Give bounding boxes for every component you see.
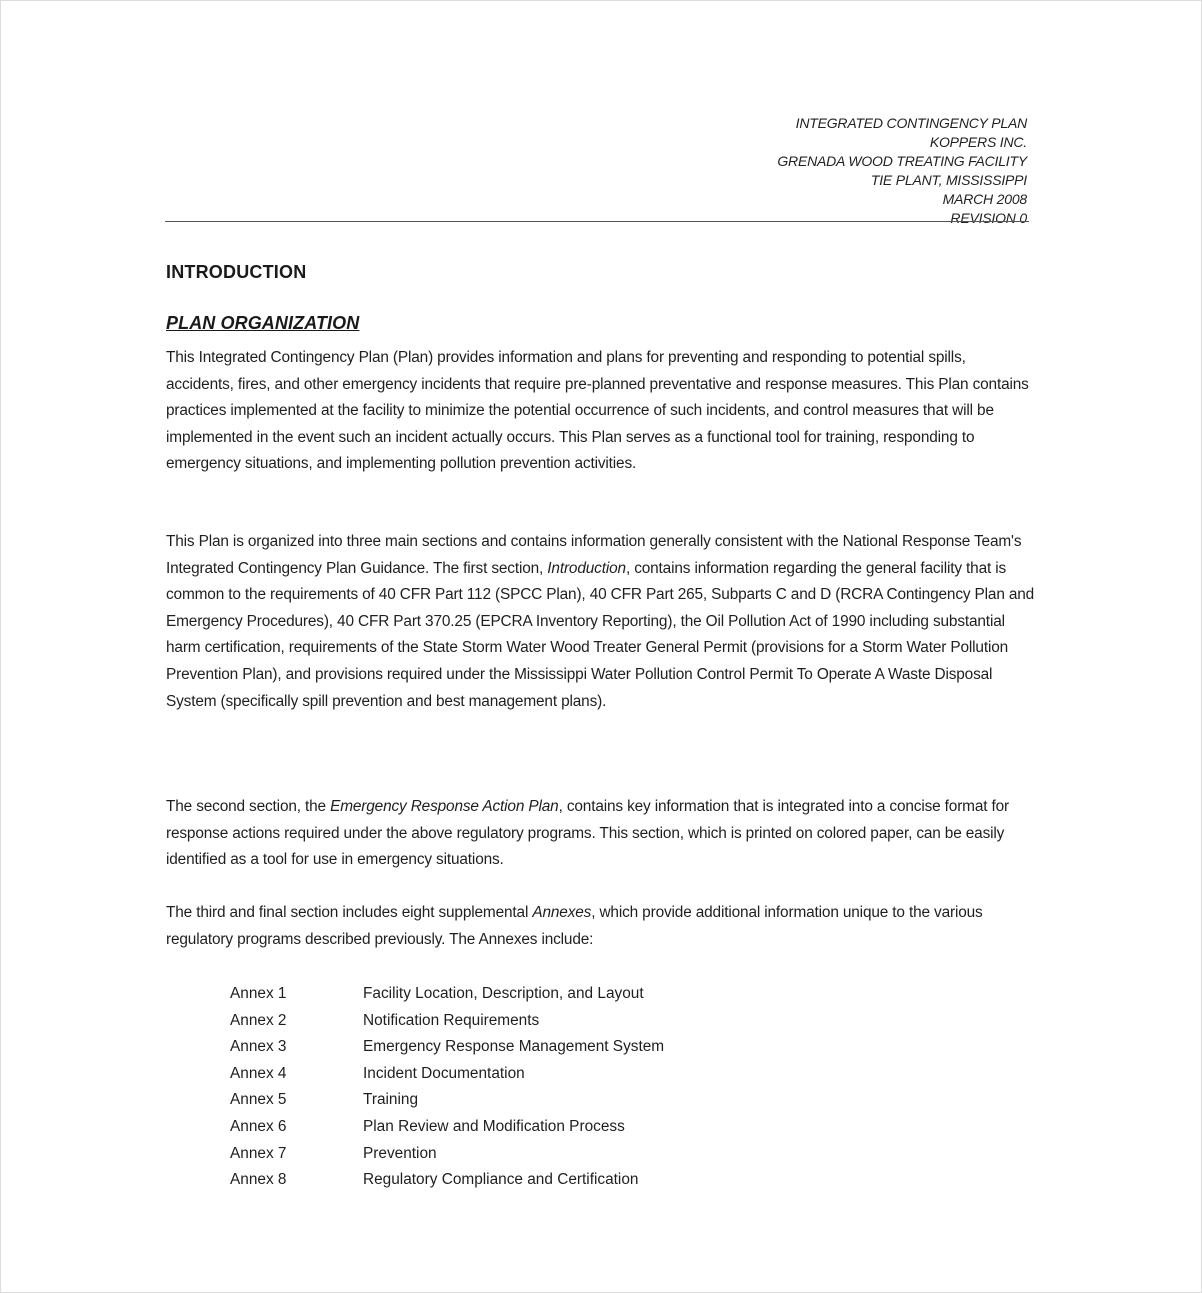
header-divider (165, 221, 1029, 222)
annex-number: Annex 2 (230, 1011, 287, 1029)
paragraph-emphasis: Introduction (547, 559, 626, 577)
annex-number: Annex 5 (230, 1091, 287, 1109)
annex-list (230, 981, 664, 1194)
annex-title: Plan Review and Modification Process (363, 1117, 625, 1135)
paragraph-text: , which provide additional information unique to the various regulatory programs described previously. The Annexes include: (166, 904, 983, 948)
header-line-facility: GRENADA WOOD TREATING FACILITY (777, 153, 1027, 169)
list-item (230, 1061, 664, 1088)
annex-title: Facility Location, Description, and Layout (363, 985, 644, 1002)
annex-title: Regulatory Compliance and Certification (363, 1171, 639, 1189)
paragraph-emphasis: Emergency Response Action Plan (330, 798, 559, 815)
annex-title: Emergency Response Management System (363, 1038, 665, 1056)
annex-title: Incident Documentation (363, 1064, 525, 1082)
annex-number: Annex 3 (230, 1038, 287, 1056)
list-item (230, 981, 664, 1008)
annex-title: Notification Requirements (363, 1011, 540, 1029)
annex-number: Annex 8 (230, 1171, 287, 1189)
list-item (230, 1087, 664, 1114)
paragraph-emphasis: Annexes (532, 904, 592, 921)
annex-number: Annex 6 (230, 1117, 287, 1135)
list-item (230, 1167, 664, 1194)
paragraph-second-section (166, 794, 1036, 874)
running-header (777, 114, 1027, 228)
annex-title: Training (363, 1091, 419, 1109)
list-item (230, 1141, 664, 1168)
header-line-location: TIE PLANT, MISSISSIPPI (870, 172, 1027, 188)
section-title: INTRODUCTION (166, 262, 307, 282)
annex-number: Annex 7 (230, 1144, 287, 1162)
annex-number: Annex 1 (230, 985, 287, 1002)
header-line-date: MARCH 2008 (942, 191, 1027, 207)
list-item (230, 1008, 664, 1035)
list-item (230, 1034, 664, 1061)
header-line-plan: INTEGRATED CONTINGENCY PLAN (795, 115, 1027, 131)
paragraph-third-section (166, 900, 1036, 953)
paragraph-text: , contains key information that is integrated into a concise format for response actions required under the above regulatory programs. This section, which is printed on colored paper, can be easily identified as a tool for use in emergency situations. (166, 798, 1010, 869)
annex-title: Prevention (363, 1144, 437, 1162)
paragraph-text: This Plan is organized into three main sections and contains information generally consistent with the National Response Team's Integrated Contingency Plan Guidance. The first section, (166, 533, 1022, 577)
annex-number: Annex 4 (230, 1064, 287, 1082)
paragraph-text: The second section, the (166, 798, 331, 815)
list-item (230, 1114, 664, 1141)
paragraph-plan-purpose: This Integrated Contingency Plan (Plan) provides information and plans for preventing and responding to potential spills, accidents, fires, and other emergency incidents that require pre-planned preventative and response measures. This Plan contains practices implemented at the facility to minimize the potential occurrence of such incidents, and control measures that will be implemented in the event such an incident actually occurs. This Plan serves as a functional tool for training, responding to emergency situations, and implementing pollution prevention activities. (166, 349, 1029, 473)
header-line-revision: REVISION 0 (950, 210, 1027, 226)
paragraph-plan-sections (166, 529, 1036, 715)
subsection-title: PLAN ORGANIZATION (166, 313, 360, 333)
header-line-company: KOPPERS INC. (929, 134, 1027, 150)
paragraph-text: , contains information regarding the general facility that is common to the requirements of 40 CFR Part 112 (SPCC Plan), 40 CFR Part 265, Subparts C and D (RCRA Contingency Plan and Emergency Procedures), 40 CFR Part 370.25 (EPCRA Inventory Reporting), the Oil Pollution Act of 1990 including substantial harm certification, requirements of the State Storm Water Wood Treater General Permit (provisions for a Storm Water Pollution Prevention Plan), and provisions required under the Mississippi Water Pollution Control Permit To Operate A Waste Disposal System (specifically spill prevention and best management plans). (166, 559, 1035, 710)
paragraph-text: The third and final section includes eight supplemental (166, 904, 533, 921)
